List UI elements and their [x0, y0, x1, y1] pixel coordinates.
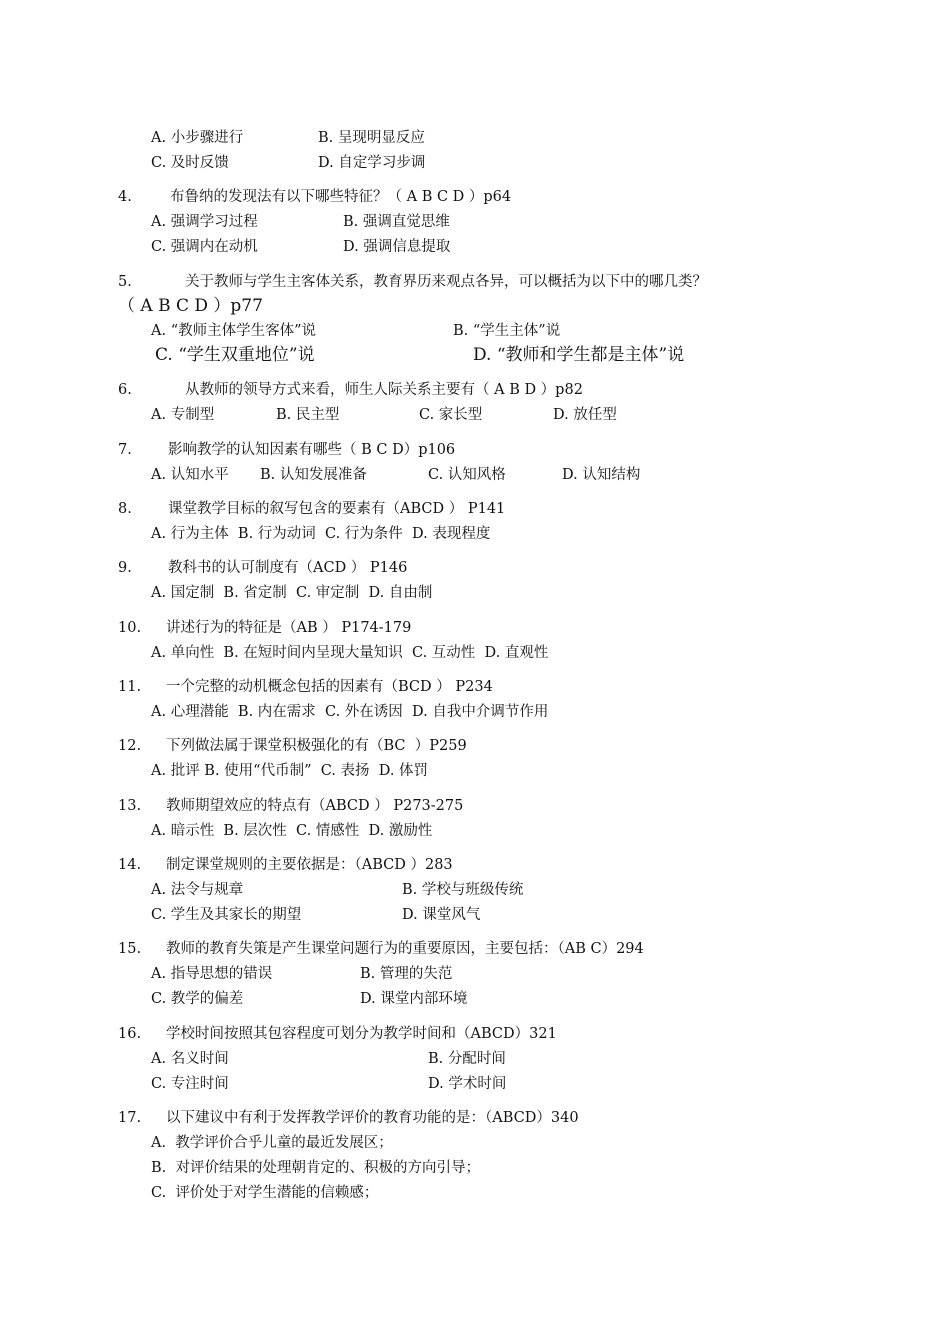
question-stem: 学校时间按照其包容程度可划分为教学时间和（ABCD）321	[166, 1026, 557, 1042]
option-d: D. 放任型	[553, 407, 617, 423]
option-b: B. 强调直觉思维	[343, 214, 450, 230]
question-stem: 一个完整的动机概念包括的因素有（BCD ） P234	[166, 679, 493, 695]
option-a: A. 专制型	[151, 407, 215, 423]
question-stem: 影响教学的认知因素有哪些（ B C D）p106	[168, 442, 456, 458]
option-a: A. 法令与规章	[151, 882, 244, 898]
option-b: B. 学校与班级传统	[402, 882, 524, 898]
question-stem: 制定课堂规则的主要依据是：（ABCD ）283	[166, 857, 453, 873]
option-c: C. 教学的偏差	[151, 991, 244, 1007]
option-a: A. 强调学习过程	[151, 214, 258, 230]
option-b: B. 对评价结果的处理朝肯定的、积极的方向引导；	[151, 1160, 480, 1176]
option-b: B. 分配时间	[428, 1051, 506, 1067]
option-d: D. 认知结构	[562, 467, 641, 483]
option-a: A. “教师主体学生客体”说	[151, 323, 317, 339]
option-d: D. 强调信息提取	[343, 239, 451, 255]
question-stem: 从教师的领导方式来看，师生人际关系主要有（ A B D ）p82	[185, 382, 583, 398]
question-stem: 关于教师与学生主客体关系，教育界历来观点各异，可以概括为以下中的哪几类？	[185, 274, 707, 290]
option-d: D. 课堂内部环境	[360, 991, 468, 1007]
question-number: 10.	[118, 620, 142, 636]
option-b: B. 管理的失范	[360, 966, 453, 982]
option-b: B. “学生主体”说	[453, 323, 561, 339]
option-a: A. 认知水平	[151, 467, 229, 483]
question-number: 16.	[118, 1026, 142, 1042]
option-d: D. 学术时间	[428, 1076, 507, 1092]
option-a: A. 教学评价合乎儿童的最近发展区；	[151, 1135, 393, 1151]
option-d: D. “教师和学生都是主体”说	[473, 345, 685, 365]
question-number: 9.	[118, 560, 132, 576]
options-line: A. 批评 B. 使用“代币制” C. 表扬 D. 体罚	[151, 763, 429, 779]
question-number: 7.	[118, 442, 132, 458]
option-b: B. 民主型	[276, 407, 340, 423]
option-c: C. 专注时间	[151, 1076, 229, 1092]
option-c: C. “学生双重地位”说	[155, 345, 315, 365]
question-stem: 下列做法属于课堂积极强化的有（BC ）P259	[166, 738, 467, 754]
option-a: A. 小步骤进行	[151, 130, 244, 146]
option-c: C. 强调内在动机	[151, 239, 258, 255]
option-c: C. 家长型	[419, 407, 483, 423]
question-number: 8.	[118, 501, 132, 517]
question-stem: 教师期望效应的特点有（ABCD ） P273-275	[166, 798, 464, 814]
question-number: 6.	[118, 382, 132, 398]
question-number: 11.	[118, 679, 142, 695]
question-stem: 教师的教育失策是产生课堂问题行为的重要原因，主要包括：（AB C）294	[166, 941, 644, 957]
question-number: 5.	[118, 274, 132, 290]
option-a: A. 指导思想的错误	[151, 966, 273, 982]
question-stem-continued: （ A B C D ）p77	[118, 296, 263, 316]
options-line: A. 暗示性 B. 层次性 C. 情感性 D. 激励性	[151, 823, 433, 839]
question-stem: 课堂教学目标的叙写包含的要素有（ABCD ） P141	[168, 501, 506, 517]
option-c: C. 及时反馈	[151, 155, 229, 171]
question-number: 14.	[118, 857, 142, 873]
question-stem: 以下建议中有利于发挥教学评价的教育功能的是：（ABCD）340	[166, 1110, 579, 1126]
options-line: A. 国定制 B. 省定制 C. 审定制 D. 自由制	[151, 585, 433, 601]
options-line: A. 心理潜能 B. 内在需求 C. 外在诱因 D. 自我中介调节作用	[151, 704, 549, 720]
option-a: A. 名义时间	[151, 1051, 229, 1067]
option-c: C. 学生及其家长的期望	[151, 907, 302, 923]
option-d: D. 课堂风气	[402, 907, 481, 923]
option-b: B. 呈现明显反应	[318, 130, 425, 146]
question-number: 17.	[118, 1110, 142, 1126]
options-line: A. 行为主体 B. 行为动词 C. 行为条件 D. 表现程度	[151, 526, 491, 542]
question-stem: 教科书的认可制度有（ACD ） P146	[168, 560, 408, 576]
option-c: C. 评价处于对学生潜能的信赖感；	[151, 1185, 379, 1201]
question-stem: 讲述行为的特征是（AB ） P174-179	[166, 620, 412, 636]
option-c: C. 认知风格	[428, 467, 506, 483]
question-number: 13.	[118, 798, 142, 814]
question-stem: 布鲁纳的发现法有以下哪些特征？（ A B C D ）p64	[170, 189, 512, 205]
question-number: 12.	[118, 738, 142, 754]
question-number: 15.	[118, 941, 142, 957]
options-line: A. 单向性 B. 在短时间内呈现大量知识 C. 互动性 D. 直观性	[151, 645, 549, 661]
option-b: B. 认知发展准备	[260, 467, 367, 483]
option-d: D. 自定学习步调	[318, 155, 426, 171]
question-number: 4.	[118, 189, 132, 205]
